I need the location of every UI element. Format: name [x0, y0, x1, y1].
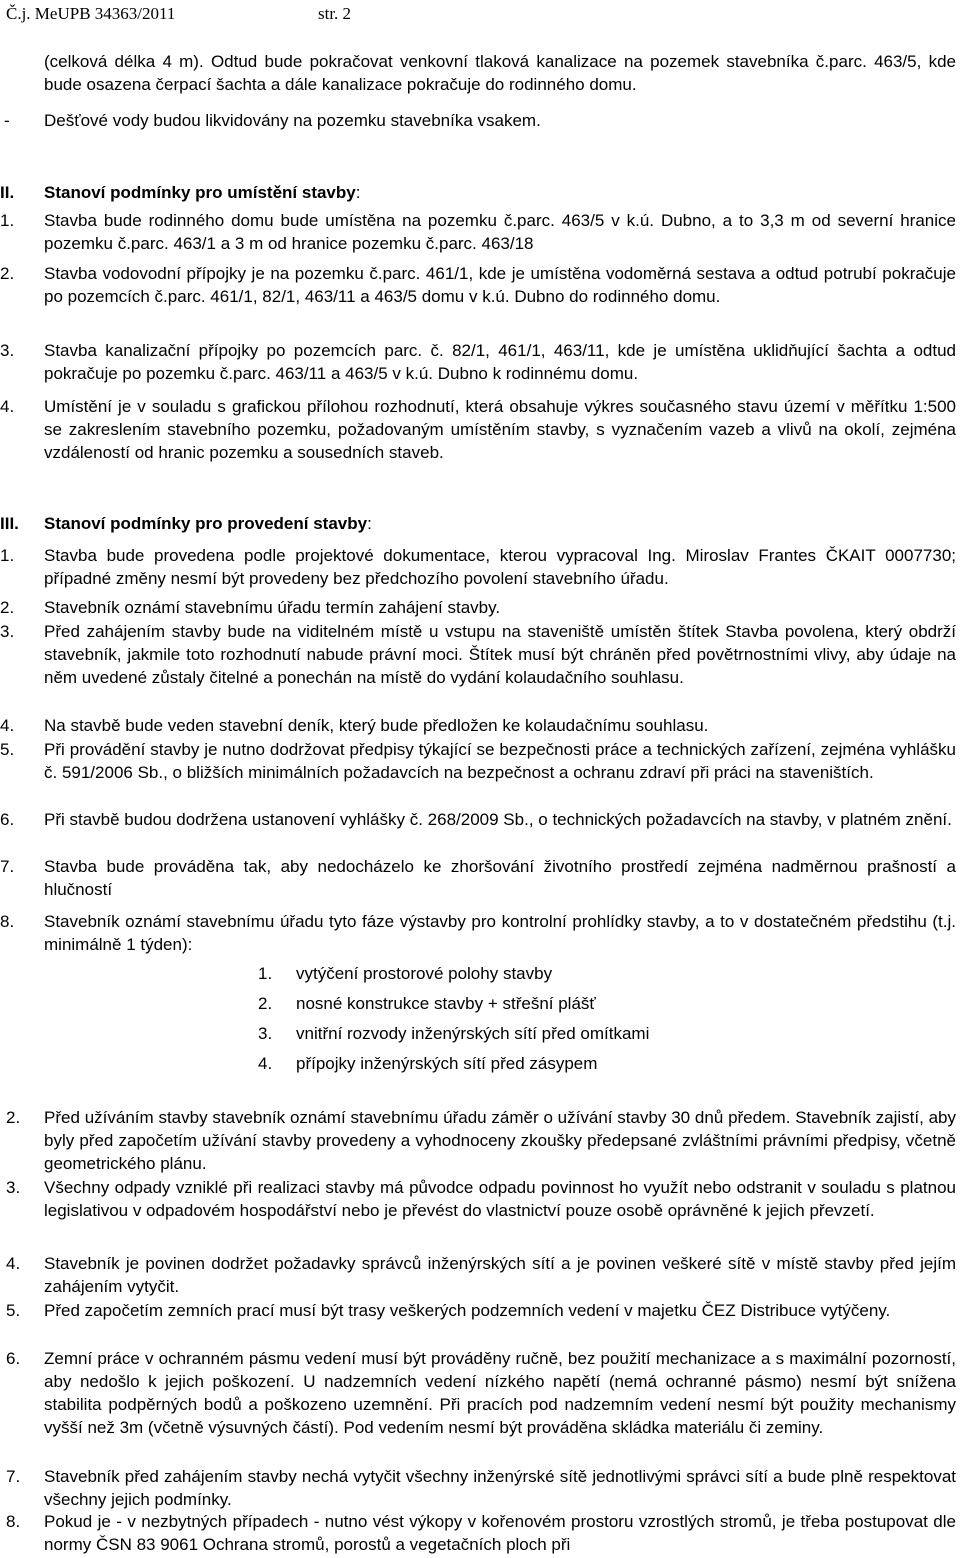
list-item: Stavebník oznámí stavebnímu úřadu tyto fáze výstavby pro kontrolní prohlídky stavby, a to v dostatečném předstihu (t.j. minimálně 1 týden): — [44, 912, 956, 954]
list-item: Stavba vodovodní přípojky je na pozemku č.parc. 461/1, kde je umístěna vodoměrná sestava a odtud potrubí pokračuje po pozemcích č.parc. 461/1, 82/1, 463/11 a 463/5 domu v k.ú. Dubno do rodinného domu. — [44, 264, 956, 306]
list-item: Pokud je - v nezbytných případech - nutno vést výkopy v kořenovém prostoru vzrostlých stromů, je třeba postupovat dle normy ČSN 83 9061 Ochrana stromů, porostů a vegetačních ploch při — [44, 1512, 956, 1554]
item-number: 2. — [0, 264, 15, 283]
item-number: 3. — [6, 1178, 21, 1197]
list-item: Stavba bude rodinného domu bude umístěna na pozemku č.parc. 463/5 v k.ú. Dubno, a to 3,3 m od severní hranice pozemku č.parc. 463/1 a 3 m od hranice pozemku č.parc. 463/18 — [44, 211, 956, 253]
list-item: Stavba bude prováděna tak, aby nedocházelo ke zhoršování životního prostředí zejména nadměrnou prašností a hlučností — [44, 857, 956, 899]
section-title: Stanoví podmínky pro umístění stavby — [44, 183, 356, 202]
item-number: 1. — [0, 546, 15, 565]
list-item: Stavba bude provedena podle projektové dokumentace, kterou vypracoval Ing. Miroslav Frantes ČKAIT 0007730; případné změny nesmí být provedeny bez předchozího povolení stavebního úřadu. — [44, 546, 956, 588]
dash-marker: - — [4, 111, 10, 130]
phase-text: přípojky inženýrských sítí před zásypem — [296, 1054, 598, 1073]
item-number: 4. — [0, 716, 15, 735]
intro-continuation: (celková délka 4 m). Odtud bude pokračovat venkovní tlaková kanalizace na pozemek stavebníka č.parc. 463/5, kde bude osazena čerpací šachta a dále kanalizace pokračuje do rodinného domu. — [44, 52, 956, 94]
section-number: III. — [0, 514, 19, 533]
list-item: Stavebník před zahájením stavby nechá vytyčit všechny inženýrské sítě jednotlivými správci sítí a bude plně respektovat všechny jejich podmínky. — [44, 1467, 956, 1509]
list-item: Na stavbě bude veden stavební deník, který bude předložen ke kolaudačnímu souhlasu. — [44, 716, 709, 735]
list-item: Stavebník oznámí stavebnímu úřadu termín zahájení stavby. — [44, 598, 501, 617]
list-item: Zemní práce v ochranném pásmu vedení musí být prováděny ručně, bez použití mechanizace a s maximální pozorností, aby nedošlo k jejich poškození. U nadzemních vedení nízkého napětí (nemá ochranné pásmo) nesmí být snížena stabilita podpěrných bodů a poškozeno uzemnění. Při pracích pod nadzemním vedení nesmí být použity mechanismy vyšší než 3m (včetně výsuvných částí). Pod vedením nesmí být prováděna skládka materiálu či zeminy. — [44, 1349, 956, 1437]
item-number: 7. — [0, 857, 15, 876]
item-number: 5. — [6, 1301, 21, 1320]
section-title: Stanoví podmínky pro provedení stavby — [44, 514, 368, 533]
item-number: 8. — [6, 1512, 21, 1531]
item-number: 5. — [0, 740, 15, 759]
list-item: Při provádění stavby je nutno dodržovat předpisy týkající se bezpečnosti práce a technických zařízení, zejména vyhlášku č. 591/2006 Sb., o bližších minimálních požadavcích na bezpečnost a ochranu zdraví při práci na staveništích. — [44, 740, 956, 782]
item-number: 7. — [6, 1467, 21, 1486]
phase-number: 2. — [258, 994, 273, 1013]
item-number: 4. — [0, 397, 15, 416]
list-item: Při stavbě budou dodržena ustanovení vyhlášky č. 268/2009 Sb., o technických požadavcích na stavby, v platném znění. — [44, 810, 952, 829]
item-number: 6. — [6, 1349, 21, 1368]
case-reference: Č.j. MeUPB 34363/2011 — [6, 4, 176, 23]
item-number: 3. — [0, 622, 15, 641]
section-colon: : — [355, 183, 361, 202]
list-item: Před zahájením stavby bude na viditelném místě u vstupu na staveniště umístěn štítek Stavba povolena, který obdrží stavebník, jakmile toto rozhodnutí nabude právní moci. Štítek musí být chráněn před povětrnostními vlivy, aby údaje na něm uvedené zůstaly čitelné a ponechán na místě do vydání kolaudačního souhlasu. — [44, 622, 956, 687]
list-item: Stavebník je povinen dodržet požadavky správců inženýrských sítí a je povinen veškeré sítě v místě stavby před jejím zahájením vytyčit. — [44, 1254, 956, 1296]
list-item: Před užíváním stavby stavebník oznámí stavebnímu úřadu záměr o užívání stavby 30 dnů předem. Stavebník zajistí, aby byly před započetím užívání stavby provedeny a vyhodnoceny zkoušky předepsané zvláštními právními předpisy, včetně geometrického plánu. — [44, 1108, 956, 1173]
phase-text: nosné konstrukce stavby + střešní plášť — [296, 994, 596, 1013]
phase-number: 3. — [258, 1024, 273, 1043]
phase-number: 4. — [258, 1054, 273, 1073]
phase-text: vnitřní rozvody inženýrských sítí před omítkami — [296, 1024, 650, 1043]
list-item: Umístění je v souladu s grafickou přílohou rozhodnutí, která obsahuje výkres současného stavu území v měřítku 1:500 se zakreslením stavebního pozemku, požadovaným umístěním stavby, s vyznačením vazeb a vlivů na okolí, zejména vzdáleností od hranic pozemku a sousedních staveb. — [44, 397, 956, 462]
section-colon: : — [367, 514, 372, 533]
phase-number: 1. — [258, 964, 273, 983]
rainwater-item: Dešťové vody budou likvidovány na pozemku stavebníka vsakem. — [44, 111, 541, 130]
item-number: 4. — [6, 1254, 21, 1273]
list-item: Všechny odpady vzniklé při realizaci stavby má původce odpadu povinnost ho využít nebo odstranit v souladu s platnou legislativou v odpadovém hospodářství nebo je převést do vlastnictví pouze osobě oprávněné k jejich převzetí. — [44, 1178, 956, 1220]
item-number: 1. — [0, 211, 15, 230]
item-number: 2. — [6, 1108, 21, 1127]
item-number: 8. — [0, 912, 15, 931]
list-item: Stavba kanalizační přípojky po pozemcích parc. č. 82/1, 461/1, 463/11, kde je umístěna uklidňující šachta a odtud pokračuje po pozemku č.parc. 463/11 a 463/5 v k.ú. Dubno k rodinnému domu. — [44, 341, 956, 383]
item-number: 3. — [0, 341, 15, 360]
phase-text: vytýčení prostorové polohy stavby — [296, 964, 553, 983]
page-number: str. 2 — [318, 4, 352, 23]
item-number: 2. — [0, 598, 15, 617]
list-item: Před započetím zemních prací musí být trasy veškerých podzemních vedení v majetku ČEZ Distribuce vytýčeny. — [44, 1301, 891, 1320]
section-number: II. — [0, 183, 15, 202]
item-number: 6. — [0, 810, 15, 829]
